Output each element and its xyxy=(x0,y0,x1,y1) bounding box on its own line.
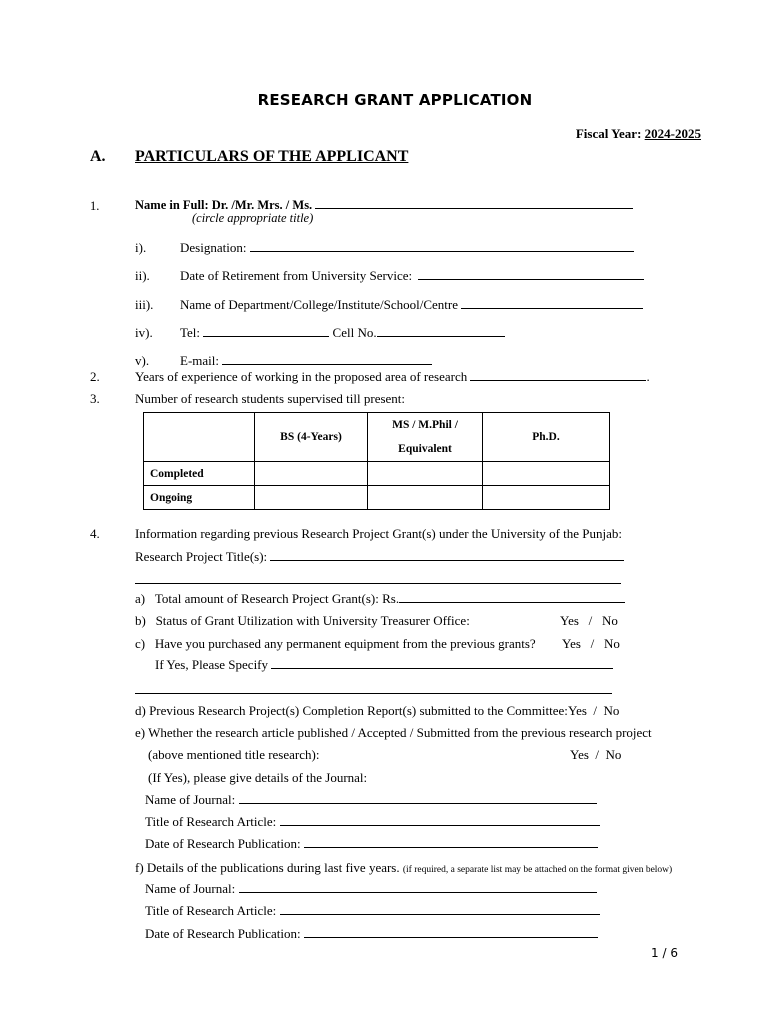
name-fill-line[interactable] xyxy=(315,197,633,209)
article-title-row xyxy=(145,814,600,830)
q1-iv-number: iv). xyxy=(135,325,153,340)
equipment-specify-fill-line-2[interactable] xyxy=(135,682,612,694)
article-published-sub: (above mentioned title research): xyxy=(148,747,320,762)
cell-fill-line[interactable] xyxy=(377,325,505,337)
q1-iii-number: iii). xyxy=(135,297,154,312)
retirement-fill-line[interactable] xyxy=(418,268,644,280)
project-titles-row xyxy=(135,549,624,565)
q4-number: 4. xyxy=(90,526,100,541)
document-title: RESEARCH GRANT APPLICATION xyxy=(257,91,533,109)
article-title-label-2: Title of Research Article: xyxy=(145,903,277,918)
cell-label: Cell No. xyxy=(332,325,377,340)
experience-row xyxy=(135,369,650,385)
page-number: 1 / 6 xyxy=(651,946,678,960)
ongoing-label: Ongoing xyxy=(144,486,255,510)
journal-name-fill-line[interactable] xyxy=(239,792,597,804)
q4-intro: Information regarding previous Research Project Grant(s) under the University of the Punjab: xyxy=(135,526,622,541)
experience-label: Years of experience of working in the proposed area of research xyxy=(135,369,468,384)
ongoing-ms-cell[interactable] xyxy=(368,486,483,510)
article-published-options[interactable]: Yes / No xyxy=(570,747,622,762)
equipment-specify-label: If Yes, Please Specify xyxy=(155,657,269,672)
equipment-options[interactable]: Yes / No xyxy=(562,636,620,651)
grant-total-fill-line[interactable] xyxy=(399,591,625,603)
experience-fill-line[interactable] xyxy=(470,369,646,381)
q1-hint: (circle appropriate title) xyxy=(192,211,314,225)
grant-total-row xyxy=(135,591,625,607)
journal-name-fill-line-2[interactable] xyxy=(239,881,597,893)
phd-header: Ph.D. xyxy=(483,413,610,462)
ongoing-phd-cell[interactable] xyxy=(483,486,610,510)
equipment-specify-line2[interactable] xyxy=(135,681,612,699)
experience-end: . xyxy=(646,369,650,384)
designation-label: Designation: xyxy=(180,240,247,255)
ms-header-line1: MS / M.Phil / xyxy=(392,419,458,431)
q1-number: 1. xyxy=(90,199,100,213)
article-title-row-2 xyxy=(145,903,600,919)
completed-phd-cell[interactable] xyxy=(483,462,610,486)
grant-total-label: a) Total amount of Research Project Grant(s): Rs. xyxy=(135,591,400,606)
students-table xyxy=(143,412,610,510)
q1-ii-number: ii). xyxy=(135,268,150,283)
completed-ms-cell[interactable] xyxy=(368,462,483,486)
tel-fill-line[interactable] xyxy=(203,325,329,337)
students-label: Number of research students supervised till present: xyxy=(135,391,406,406)
publication-date-label: Date of Research Publication: xyxy=(145,836,301,851)
equipment-label: c) Have you purchased any permanent equipment from the previous grants? xyxy=(135,636,536,651)
table-header-row xyxy=(144,413,610,462)
section-title: PARTICULARS OF THE APPLICANT xyxy=(135,148,409,165)
journal-name-label: Name of Journal: xyxy=(145,792,236,807)
project-titles-fill-line[interactable] xyxy=(270,549,624,561)
ongoing-bs-cell[interactable] xyxy=(255,486,368,510)
publication-date-fill-line[interactable] xyxy=(304,836,598,848)
q1-v-number: v). xyxy=(135,353,150,368)
ms-header xyxy=(368,413,483,462)
q1-i-number: i). xyxy=(135,240,147,255)
project-titles-fill-line-2[interactable] xyxy=(135,572,621,584)
section-letter: A. xyxy=(90,148,106,165)
q2-number: 2. xyxy=(90,369,100,384)
equipment-specify-fill-line[interactable] xyxy=(271,657,613,669)
journal-name-row-2 xyxy=(145,881,597,897)
email-row xyxy=(180,353,432,369)
article-title-fill-line-2[interactable] xyxy=(280,903,600,915)
q3-number: 3. xyxy=(90,391,100,406)
publications-note: (if required, a separate list may be attached on the format given below) xyxy=(402,865,673,875)
fiscal-year-label: Fiscal Year: xyxy=(575,126,645,141)
grant-status-label: b) Status of Grant Utilization with University Treasurer Office: xyxy=(135,613,470,628)
journal-name-row xyxy=(145,792,597,808)
article-title-label: Title of Research Article: xyxy=(145,814,277,829)
designation-fill-line[interactable] xyxy=(250,240,634,252)
phone-row xyxy=(180,325,505,341)
article-published-label: e) Whether the research article published / Accepted / Submitted from the previous research project xyxy=(135,725,652,740)
retirement-row xyxy=(180,268,644,284)
journal-name-label-2: Name of Journal: xyxy=(145,881,236,896)
project-titles-label: Research Project Title(s): xyxy=(135,549,268,564)
publications-row xyxy=(135,860,672,876)
bs-header: BS (4-Years) xyxy=(255,413,368,462)
q1-label: Name in Full: Dr. /Mr. Mrs. / Ms. xyxy=(135,198,313,212)
article-title-fill-line[interactable] xyxy=(280,814,600,826)
table-row xyxy=(144,486,610,510)
publication-date-row xyxy=(145,836,598,852)
table-row xyxy=(144,462,610,486)
publication-date-label-2: Date of Research Publication: xyxy=(145,926,301,941)
project-titles-line2[interactable] xyxy=(135,571,621,589)
publication-date-fill-line-2[interactable] xyxy=(304,926,598,938)
grant-status-options[interactable]: Yes / No xyxy=(560,613,618,628)
department-fill-line[interactable] xyxy=(461,297,643,309)
journal-details-label: (If Yes), please give details of the Journal: xyxy=(148,770,368,785)
email-fill-line[interactable] xyxy=(222,353,432,365)
tel-label: Tel: xyxy=(180,325,201,340)
completion-report-label: d) Previous Research Project(s) Completion Report(s) submitted to the Committee: xyxy=(135,703,568,718)
fiscal-year-value: 2024-2025 xyxy=(644,126,701,141)
department-label: Name of Department/College/Institute/School/Centre xyxy=(180,297,458,312)
designation-row xyxy=(180,240,634,256)
completed-bs-cell[interactable] xyxy=(255,462,368,486)
publication-date-row-2 xyxy=(145,926,598,942)
email-label: E-mail: xyxy=(180,353,219,368)
equipment-specify-row xyxy=(155,657,613,673)
publications-label: f) Details of the publications during last five years. xyxy=(135,860,400,875)
department-row xyxy=(180,297,643,313)
retirement-label: Date of Retirement from University Service: xyxy=(180,268,413,283)
fiscal-year xyxy=(576,126,701,142)
completed-label: Completed xyxy=(144,462,255,486)
table-corner-cell xyxy=(144,413,255,462)
completion-report-options[interactable]: Yes / No xyxy=(568,703,620,718)
ms-header-line2: Equivalent xyxy=(398,443,452,455)
